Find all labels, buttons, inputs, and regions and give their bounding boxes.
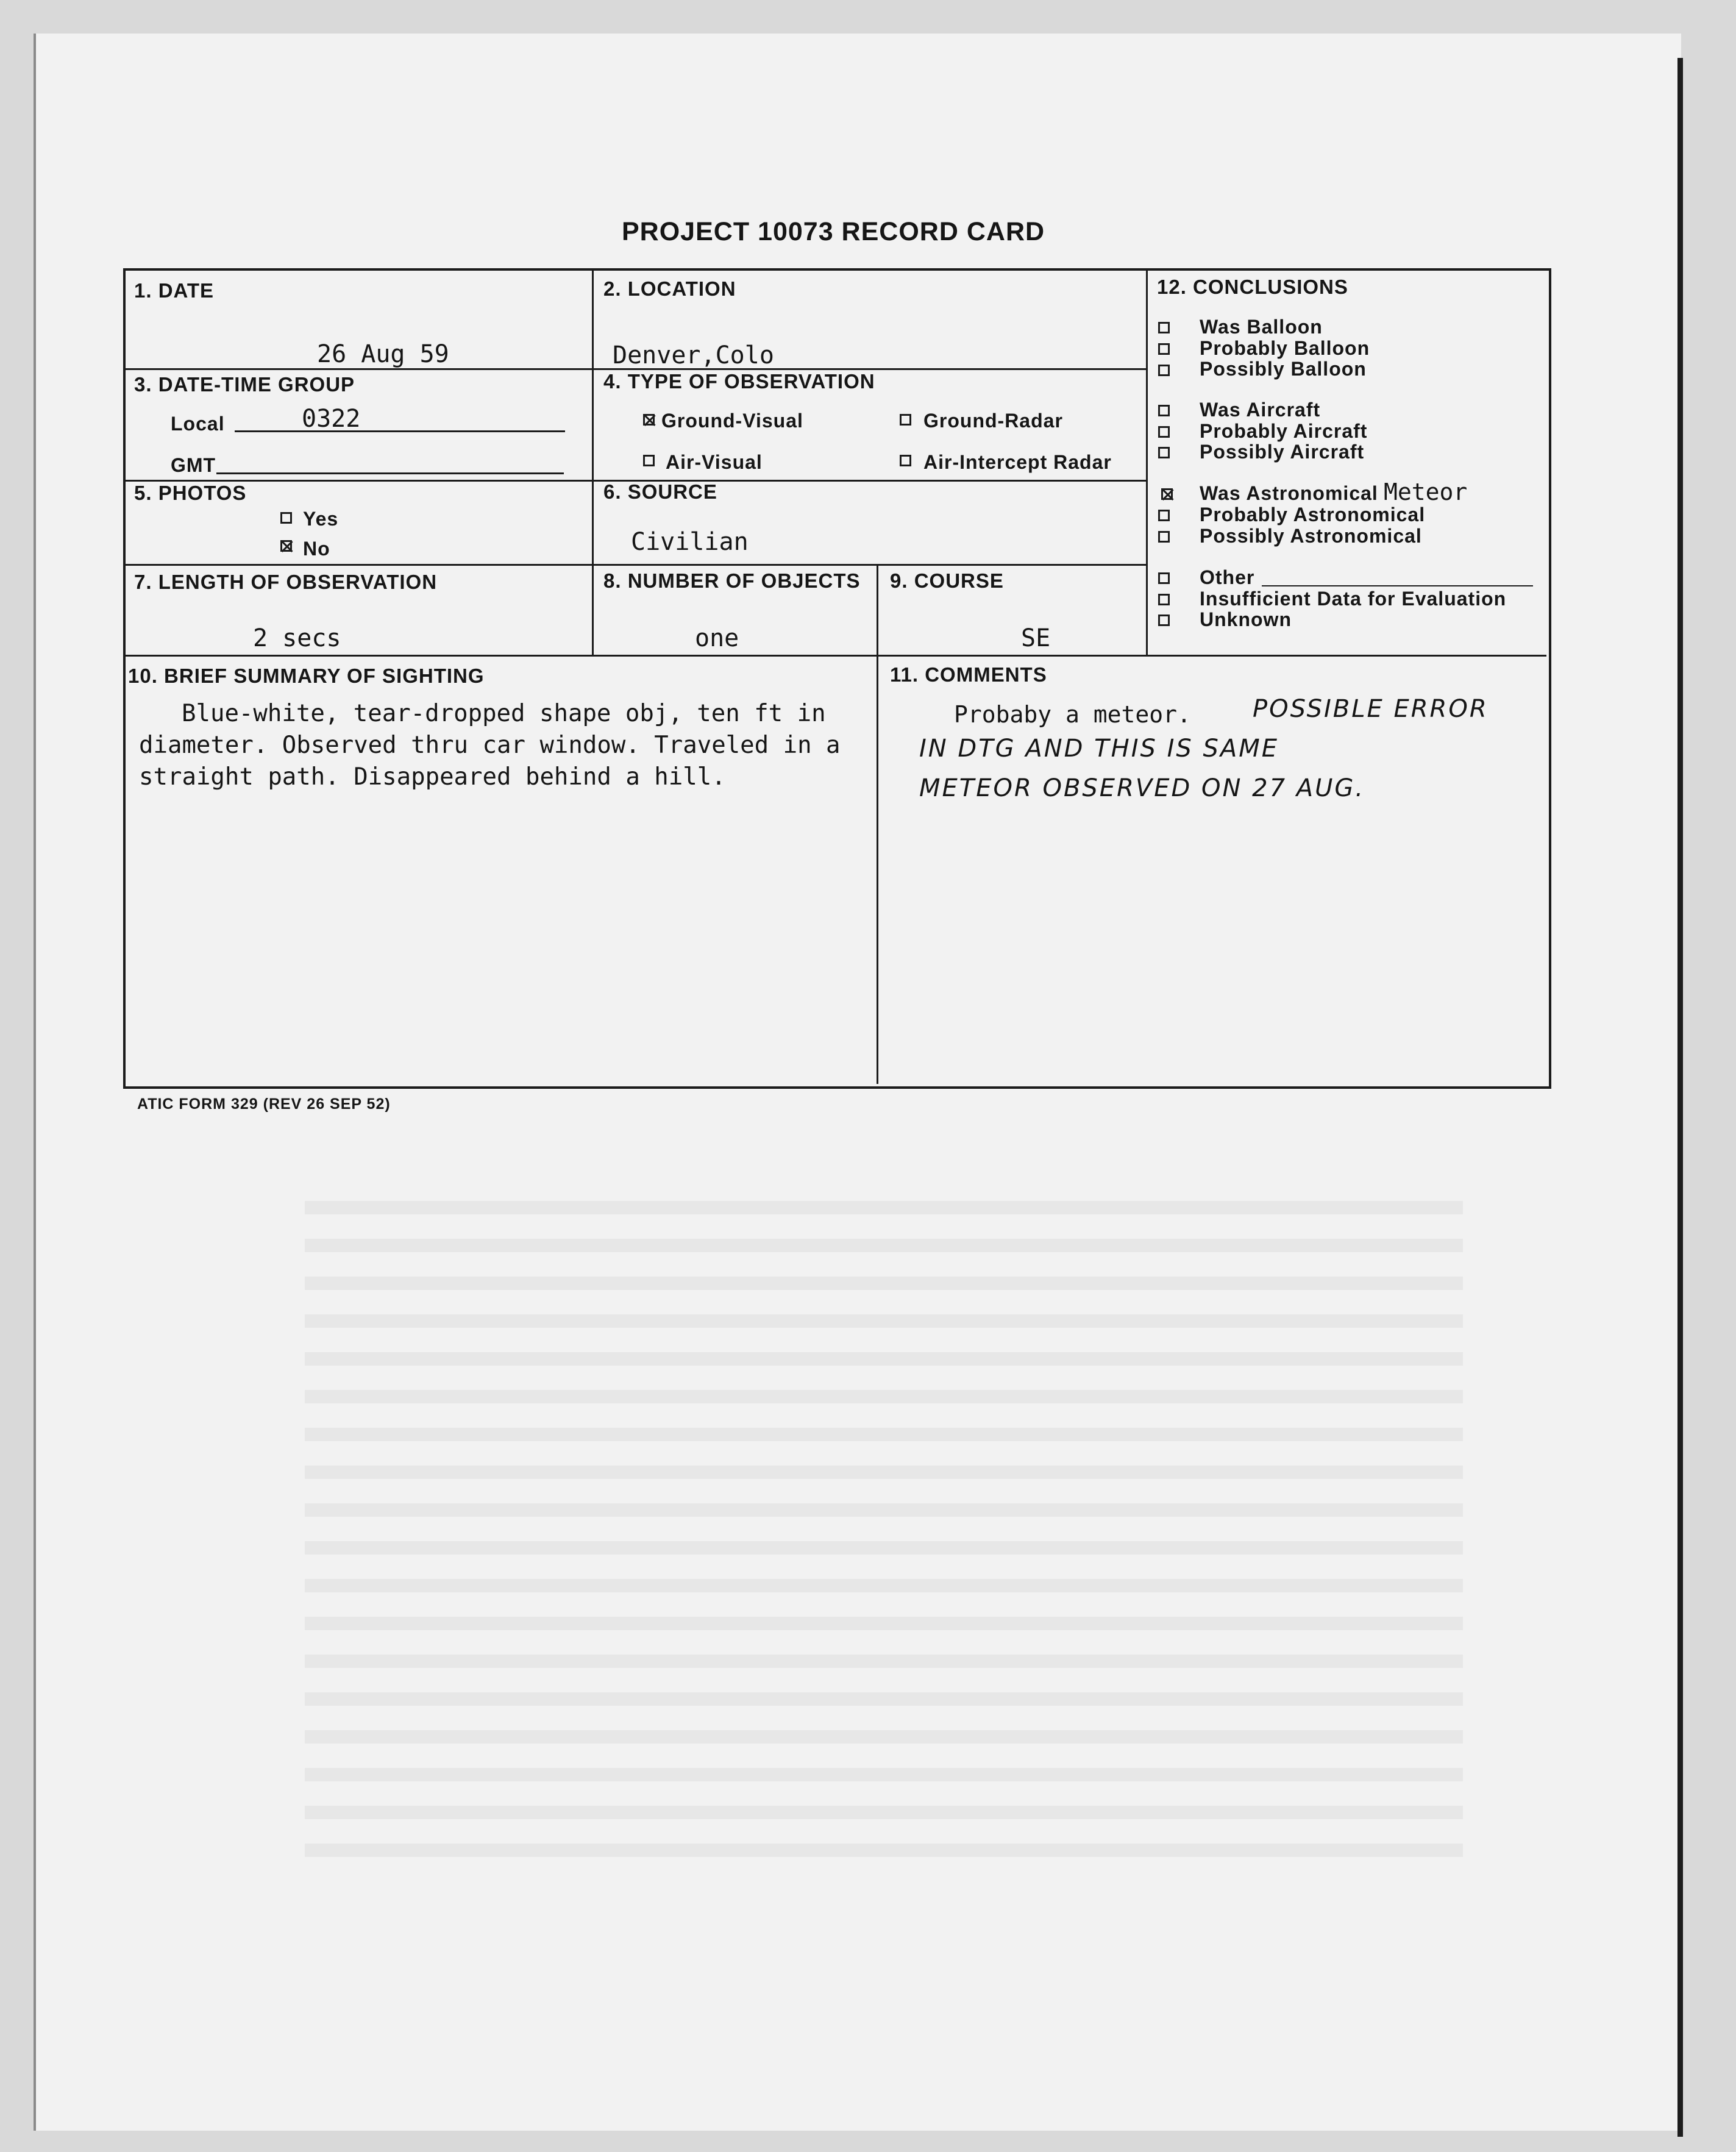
insufficient-data-checkbox[interactable] — [1158, 594, 1170, 605]
dtg-label: 3. DATE-TIME GROUP — [134, 373, 355, 396]
probably-astronomical-checkbox[interactable] — [1158, 510, 1170, 521]
observation-type-label: 4. TYPE OF OBSERVATION — [603, 370, 875, 393]
unknown-checkbox[interactable] — [1158, 615, 1170, 626]
summary-text — [139, 698, 864, 793]
other-line — [1262, 585, 1533, 586]
divider — [877, 564, 878, 1084]
date-label: 1. DATE — [134, 279, 215, 302]
divider — [1146, 271, 1148, 655]
form-footer: ATIC FORM 329 (REV 26 SEP 52) — [137, 1096, 391, 1113]
photos-no-checkbox[interactable] — [280, 540, 292, 552]
ground-radar-checkbox[interactable] — [900, 414, 911, 426]
was-balloon-checkbox[interactable] — [1158, 322, 1170, 333]
source-label: 6. SOURCE — [603, 480, 717, 503]
air-visual-label: Air-Visual — [666, 451, 763, 473]
photos-no-label: No — [303, 538, 330, 560]
was-balloon-label: Was Balloon — [1200, 316, 1323, 338]
ground-radar-label: Ground-Radar — [923, 410, 1063, 432]
other-label: Other — [1200, 566, 1255, 588]
divider — [126, 564, 1147, 566]
objects-value: one — [695, 624, 739, 652]
air-visual-checkbox[interactable] — [643, 455, 655, 466]
comments-handwritten-line: POSSIBLE ERROR — [1253, 695, 1489, 723]
dtg-local-label: Local — [171, 413, 225, 435]
photos-label: 5. PHOTOS — [134, 482, 247, 504]
was-astronomical-note: Meteor — [1384, 479, 1468, 505]
possibly-astronomical-label: Possibly Astronomical — [1200, 525, 1422, 547]
probably-aircraft-checkbox[interactable] — [1158, 426, 1170, 438]
other-checkbox[interactable] — [1158, 572, 1170, 584]
unknown-label: Unknown — [1200, 608, 1292, 630]
comments-label: 11. COMMENTS — [890, 663, 1047, 686]
course-label: 9. COURSE — [890, 569, 1004, 592]
bleed-through-text — [305, 1177, 1463, 1859]
ground-visual-label: Ground-Visual — [661, 410, 803, 432]
right-edge-shadow — [1677, 58, 1683, 2137]
photos-yes-checkbox[interactable] — [280, 512, 292, 524]
insufficient-data-label: Insufficient Data for Evaluation — [1200, 588, 1507, 610]
probably-balloon-checkbox[interactable] — [1158, 343, 1170, 355]
possibly-aircraft-checkbox[interactable] — [1158, 447, 1170, 458]
summary-text-body: Blue-white, tear-dropped shape obj, ten ft in diameter. Observed thru car window. Traveled in a straight path. Disappeared behind a hill. — [139, 700, 841, 791]
was-astronomical-checkbox[interactable] — [1161, 488, 1173, 500]
was-aircraft-checkbox[interactable] — [1158, 405, 1170, 416]
conclusions-label: 12. CONCLUSIONS — [1157, 276, 1348, 298]
date-value: 26 Aug 59 — [317, 340, 449, 368]
location-value: Denver,Colo — [613, 341, 774, 369]
possibly-balloon-label: Possibly Balloon — [1200, 358, 1367, 380]
comments-handwritten-line: METEOR OBSERVED ON 27 AUG. — [919, 774, 1365, 802]
source-value: Civilian — [631, 528, 749, 556]
length-value: 2 secs — [253, 624, 341, 652]
photos-yes-label: Yes — [303, 508, 339, 530]
divider — [126, 655, 1546, 657]
possibly-astronomical-checkbox[interactable] — [1158, 531, 1170, 543]
summary-label: 10. BRIEF SUMMARY OF SIGHTING — [128, 664, 485, 687]
objects-label: 8. NUMBER OF OBJECTS — [603, 569, 861, 592]
location-label: 2. LOCATION — [603, 277, 736, 300]
possibly-balloon-checkbox[interactable] — [1158, 365, 1170, 376]
dtg-local-line — [235, 430, 565, 432]
possibly-aircraft-label: Possibly Aircraft — [1200, 441, 1365, 463]
air-intercept-radar-label: Air-Intercept Radar — [923, 451, 1112, 473]
card-title: PROJECT 10073 RECORD CARD — [622, 217, 1045, 246]
dtg-gmt-line — [216, 472, 564, 474]
air-intercept-radar-checkbox[interactable] — [900, 455, 911, 466]
was-astronomical-label: Was Astronomical — [1200, 482, 1378, 504]
left-edge-shadow — [34, 34, 36, 2131]
length-label: 7. LENGTH OF OBSERVATION — [134, 571, 438, 593]
was-aircraft-label: Was Aircraft — [1200, 399, 1321, 421]
dtg-local-value: 0322 — [302, 405, 361, 433]
divider — [592, 271, 594, 655]
comments-typed: Probaby a meteor. — [954, 701, 1191, 728]
ground-visual-checkbox[interactable] — [643, 414, 655, 426]
comments-handwritten-line: IN DTG AND THIS IS SAME — [919, 735, 1279, 763]
dtg-gmt-label: GMT — [171, 454, 216, 476]
course-value: SE — [1021, 624, 1051, 652]
probably-balloon-label: Probably Balloon — [1200, 337, 1370, 359]
probably-astronomical-label: Probably Astronomical — [1200, 504, 1426, 526]
probably-aircraft-label: Probably Aircraft — [1200, 420, 1368, 442]
